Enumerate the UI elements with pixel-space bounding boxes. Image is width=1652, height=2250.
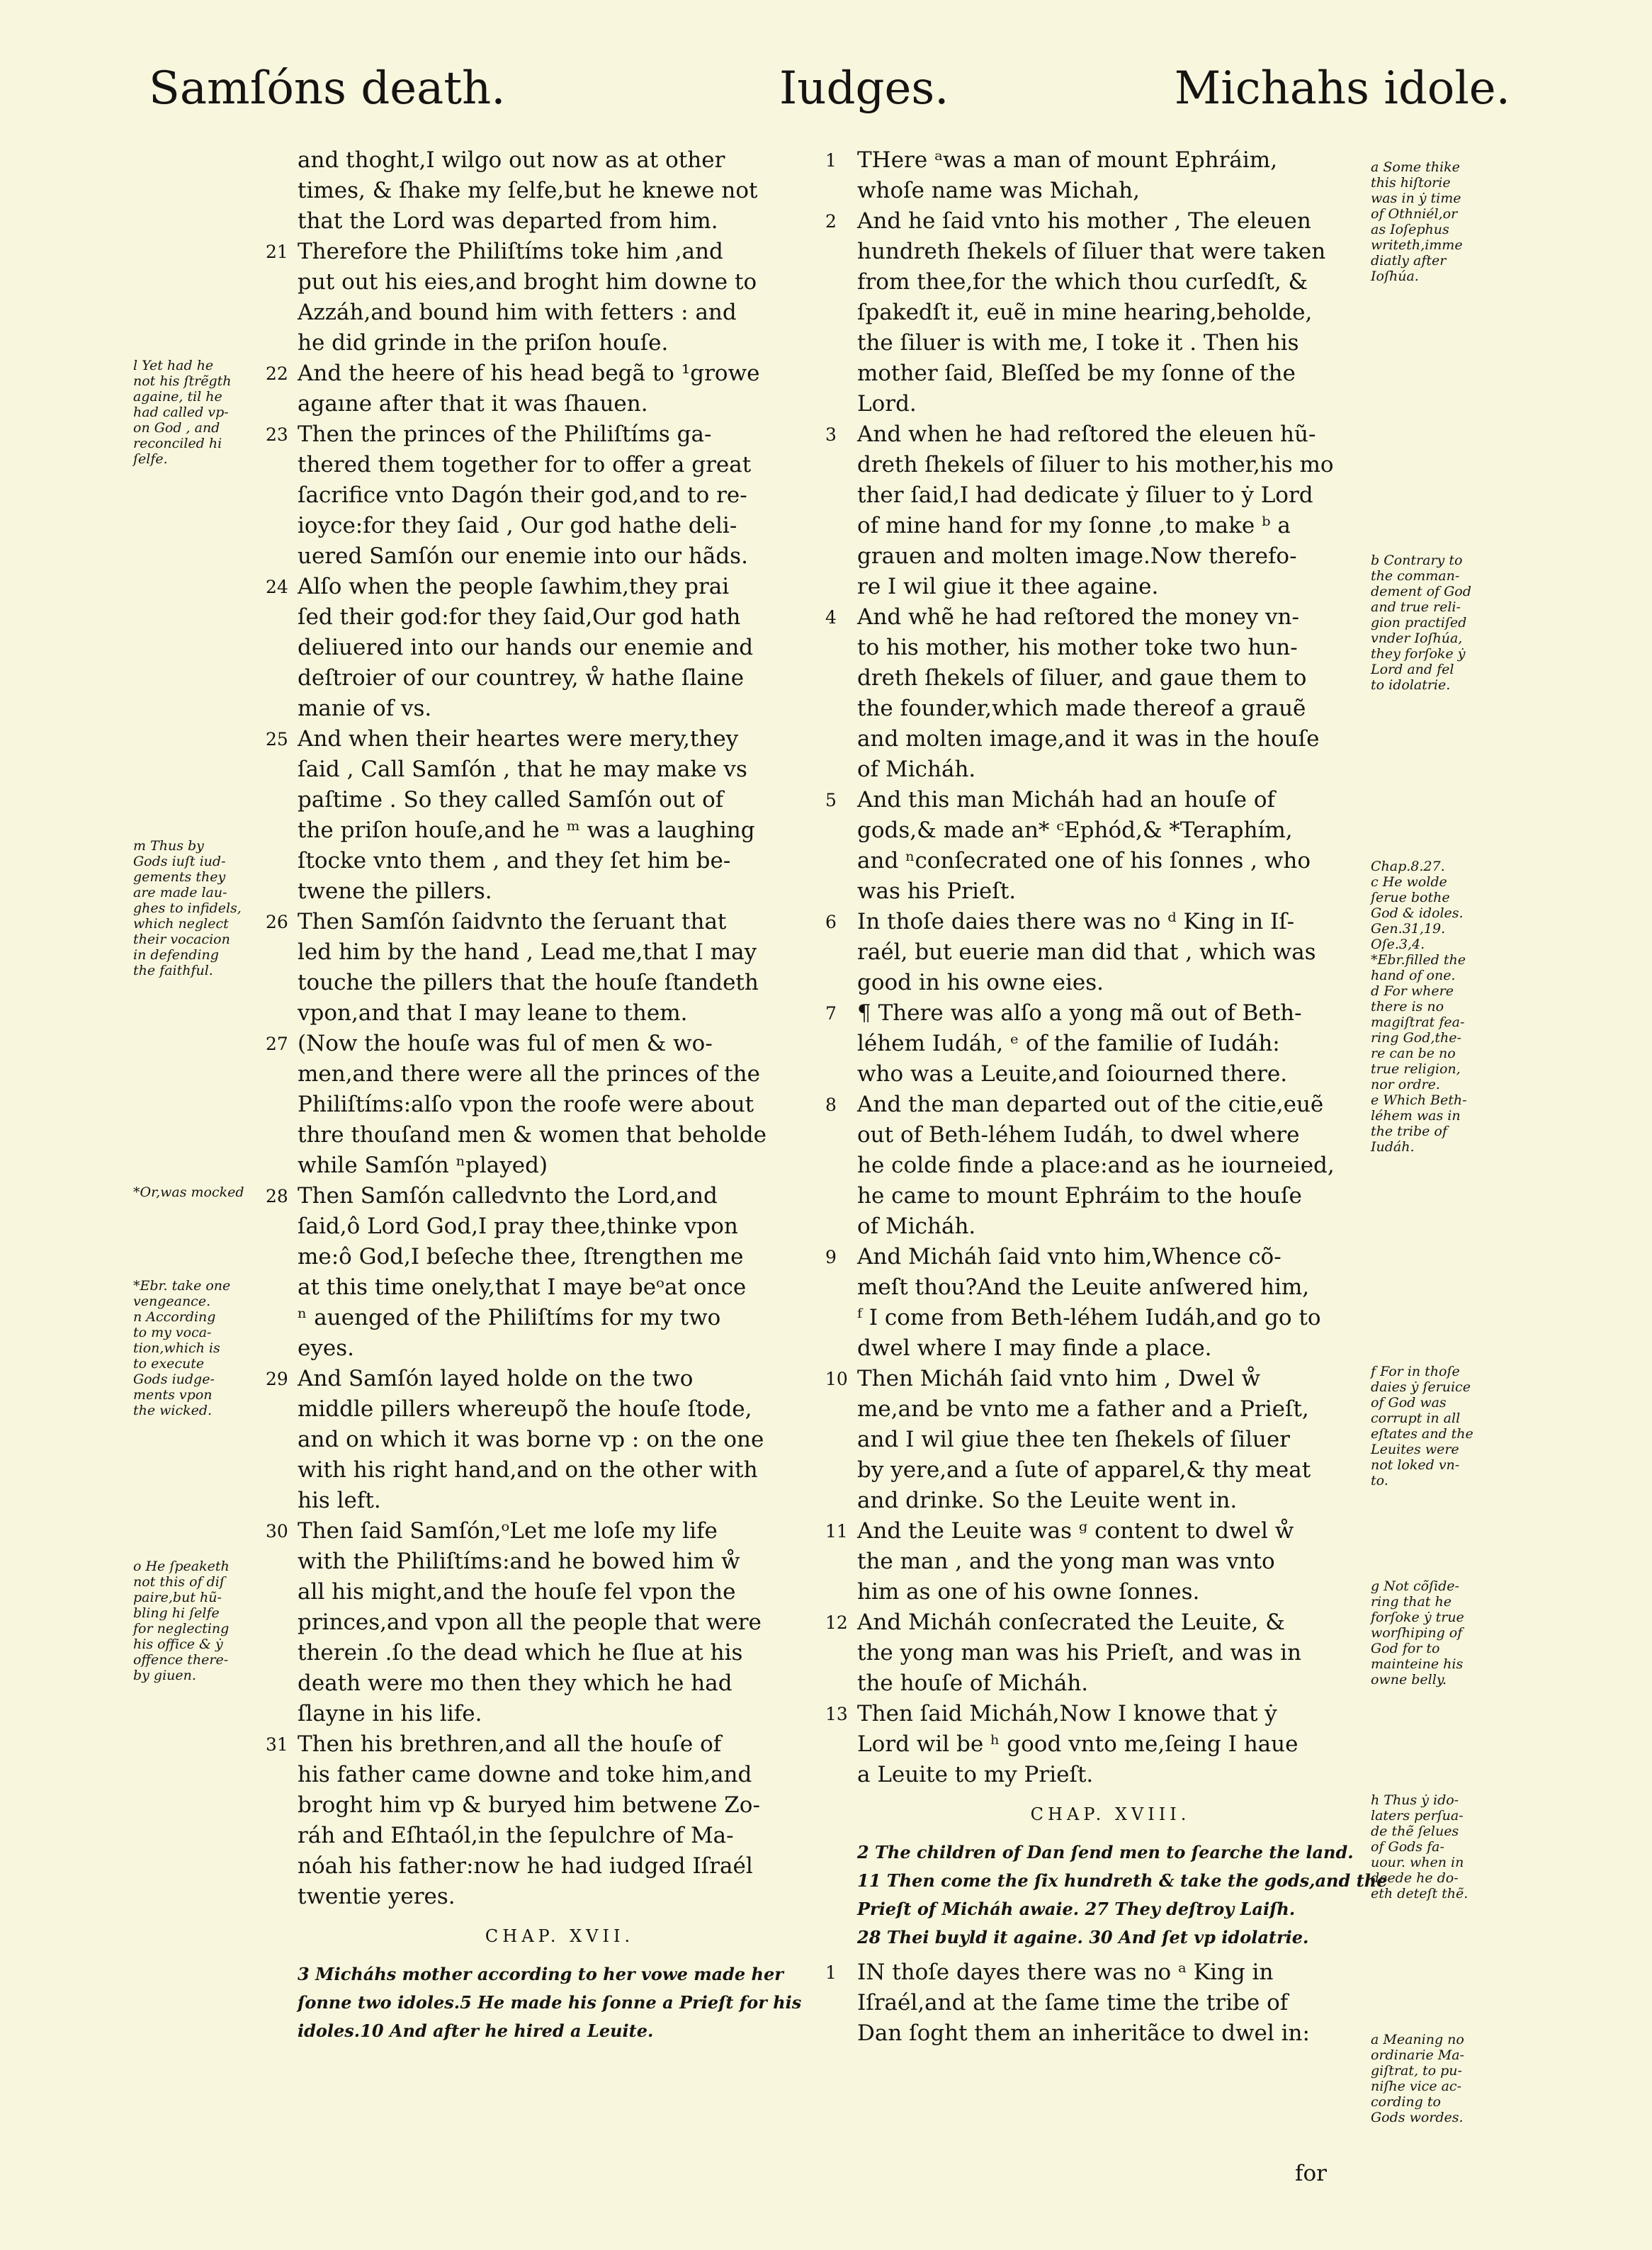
text-line (857, 237, 1364, 267)
text-line (298, 846, 822, 876)
line-text: his left. (298, 1488, 381, 1513)
line-text: by yere,and a ſute of apparel,& thy meat (857, 1457, 1311, 1483)
margin-note-g: g Not cõſide- ring that he forſoke ẏ true worſhiping of God for to mainteine his owne belly. (1371, 1578, 1464, 1688)
line-text: ¶ There was alſo a yong mã out of Beth- (857, 1000, 1302, 1026)
text-line (298, 1242, 822, 1272)
line-text: and molten image,and it was in the houſe (857, 726, 1320, 752)
text-line (298, 1821, 822, 1851)
text-line (857, 1729, 1364, 1760)
verse-number: 28 (266, 1186, 288, 1206)
line-text: he did grinde in the priſon houſe. (298, 330, 669, 356)
line-text: agaıne after that it was ſhauen. (298, 391, 648, 417)
line-text: broght him vp & buryed him betwene Zo- (298, 1792, 760, 1818)
line-text: and thoght,I wilgo out now as at other (298, 147, 725, 173)
text-line (825, 206, 1364, 237)
text-line (825, 1242, 1364, 1272)
line-text: And when he had reſtored the eleuen hũ- (857, 422, 1316, 447)
line-text: Then Samſón calledvnto the Lord,and (298, 1183, 718, 1209)
line-text: And he ſaid vnto his mother , The eleuen (857, 208, 1311, 234)
text-line (857, 541, 1364, 572)
text-line (298, 694, 822, 724)
line-text: Iſraél,and at the ſame time the tribe of (857, 1990, 1289, 2016)
line-text: Then Micháh ſaid vnto him , Dwel ẘ (857, 1366, 1260, 1391)
line-text: raél, but euerie man did that , which was (857, 939, 1316, 965)
verse-number: 7 (825, 1003, 837, 1024)
line-text: nóah his father:now he had iudged Iſraél (298, 1853, 753, 1879)
line-text: And whẽ he had reſtored the money vn- (857, 604, 1299, 630)
line-text: deſtroier of our countrey, ẘ hathe ſlaine (298, 665, 745, 691)
text-line (857, 694, 1364, 724)
verse-number: 25 (266, 729, 288, 750)
line-text: me:ô God,I beſeche thee, ſtrengthen me (298, 1244, 744, 1270)
text-line (857, 358, 1364, 389)
line-text: he colde finde a place:and as he iourneied, (857, 1153, 1335, 1178)
line-text: ſacrifice vnto Dagón their god,and to re- (298, 482, 747, 508)
line-text: And the man departed out of the citie,euẽ (857, 1092, 1324, 1117)
line-text: ther ſaid,I had dedicate ẏ ſiluer to ẏ Lord (857, 482, 1313, 508)
text-line (298, 389, 822, 419)
text-line (298, 1272, 822, 1303)
chapter-17-argument (298, 1960, 822, 2045)
chapter-18-verses (825, 1957, 1364, 2049)
line-text: put out his eies,and broght him downe to (298, 269, 757, 295)
line-text: ⁿ auenged of the Philiſtíms for my two (298, 1305, 721, 1330)
catchword: for (1295, 2161, 1327, 2186)
line-text: twentie yeres. (298, 1884, 456, 1909)
line-text: out of Beth-léhem Iudáh, to dwel where (857, 1122, 1300, 1148)
line-text: eyes. (298, 1335, 354, 1361)
line-text: manie of vs. (298, 696, 432, 721)
line-text: Lord. (857, 391, 917, 417)
text-line (857, 176, 1364, 206)
text-line (857, 1151, 1364, 1181)
line-text: and on which it was borne vp : on the one (298, 1427, 764, 1452)
verse-number: 13 (825, 1704, 848, 1724)
line-text: And when their heartes were mery,they (298, 726, 739, 752)
text-line (298, 145, 822, 176)
line-text: princes,and vpon all the people that were (298, 1610, 762, 1635)
line-text: his father came downe and toke him,and (298, 1762, 752, 1787)
line-text: good in his owne eies. (857, 970, 1104, 995)
line-text: THere ᵃwas a man of mount Ephráim, (857, 147, 1278, 173)
line-text: a Leuite to my Prieſt. (857, 1762, 1094, 1787)
text-line (266, 1364, 822, 1394)
line-text: And this man Micháh had an houſe of (857, 787, 1275, 813)
line-text: mother ſaid, Bleſſed be my ſonne of the (857, 361, 1296, 386)
line-text: Philiſtíms:alſo vpon the roofe were about (298, 1092, 754, 1117)
text-line (266, 1729, 822, 1760)
text-line (298, 1211, 822, 1242)
text-line (857, 663, 1364, 694)
margin-note-i: a Meaning no ordinarie Ma- giſtrat, to pu- niſhe vice ac- cording to Gods wordes. (1371, 2032, 1464, 2125)
text-line (298, 1607, 822, 1638)
line-text: Dan ſoght them an inheritãce to dwel in: (857, 2020, 1310, 2046)
line-text: gods,& made an* ᶜEphód,& *Teraphím, (857, 818, 1293, 843)
text-line (825, 1699, 1364, 1729)
line-text: ráh and Eſhtaól,in the ſepulchre of Ma- (298, 1823, 734, 1848)
text-line (298, 876, 822, 907)
margin-note-n: *Or,was mocked (133, 1185, 244, 1200)
line-text: ſlayne in his life. (298, 1701, 482, 1726)
line-text: times, & ſhake my ſelfe,but he knewe not (298, 178, 758, 203)
line-text: Then ſaid Samſón,ᵒLet me loſe my life (298, 1518, 718, 1544)
verse-number: 23 (266, 424, 288, 445)
text-line (857, 298, 1364, 328)
text-line (298, 754, 822, 785)
line-text: ſpakedſt it, euẽ in mine hearing,beholde, (857, 300, 1313, 325)
text-line (298, 815, 822, 846)
text-line (298, 450, 822, 480)
line-text: therein .ſo the dead which he ſlue at his (298, 1640, 743, 1666)
text-line (857, 724, 1364, 754)
line-text: all his might,and the houſe fel vpon the (298, 1579, 736, 1605)
text-line (825, 1364, 1364, 1394)
line-text: vpon,and that I may leane to them. (298, 1000, 688, 1026)
line-text: the priſon houſe,and he ᵐ was a laughing (298, 818, 755, 843)
line-text: ſaid , Call Samſón , that he may make vs (298, 757, 747, 782)
text-line (298, 1394, 822, 1425)
line-text: the ſiluer is with me, I toke it . Then his (857, 330, 1299, 356)
argument-line: 11 Then come the ſix hundreth & take the gods,and the (857, 1870, 1388, 1891)
text-line (298, 267, 822, 298)
text-line (298, 785, 822, 815)
text-line (298, 298, 822, 328)
verse-number: 1 (825, 1962, 837, 1983)
line-text: thre thouſand men & women that beholde (298, 1122, 767, 1148)
text-line (857, 846, 1364, 876)
running-head-book: Iudges. (779, 62, 949, 115)
text-line (825, 785, 1364, 815)
text-line (857, 572, 1364, 602)
text-line (857, 633, 1364, 663)
text-line (857, 937, 1364, 968)
text-line (266, 1029, 822, 1059)
verse-number: 2 (825, 211, 837, 232)
left-text-column (266, 145, 822, 2045)
line-text: the yong man was his Prieſt, and was in (857, 1640, 1301, 1666)
text-line (266, 1516, 822, 1547)
chapter-17-verses (825, 145, 1364, 1790)
text-line (266, 1181, 822, 1211)
text-line (298, 1547, 822, 1577)
text-line (857, 2018, 1364, 2049)
text-line (298, 480, 822, 511)
line-text: And the Leuite was ᵍ content to dwel ẘ (857, 1518, 1294, 1544)
text-line (825, 145, 1364, 176)
line-text: to his mother, his mother toke two hun- (857, 635, 1298, 660)
verse-number: 30 (266, 1521, 288, 1542)
text-line (857, 1638, 1364, 1668)
text-line (298, 633, 822, 663)
verse-number: 8 (825, 1095, 837, 1115)
text-line (825, 419, 1364, 450)
verse-number: 9 (825, 1247, 837, 1267)
chapter-18-argument (857, 1838, 1388, 1952)
text-line (298, 663, 822, 694)
line-text: And the heere of his head begã to ¹growe (298, 361, 760, 386)
verse-number: 24 (266, 577, 288, 597)
line-text: ſed their god:for they ſaid,Our god hath (298, 604, 741, 630)
argument-line: 3 Micháhs mother according to her vowe made her (298, 1964, 783, 1984)
line-text: dreth ſhekels of ſiluer, and gaue them to (857, 665, 1307, 691)
text-line (266, 358, 822, 389)
text-line (298, 1486, 822, 1516)
line-text: léhem Iudáh, ᵉ of the familie of Iudáh: (857, 1031, 1280, 1056)
verse-number: 29 (266, 1369, 288, 1389)
text-line (857, 1303, 1364, 1333)
text-line (298, 1120, 822, 1151)
line-text: at this time onely,that I maye beᵒat once (298, 1274, 747, 1300)
text-line (298, 1059, 822, 1090)
line-text: who was a Leuite,and ſoiourned there. (857, 1061, 1288, 1087)
line-text: whoſe name was Michah, (857, 178, 1140, 203)
line-text: Then his brethren,and all the houſe of (298, 1731, 722, 1757)
line-text: him as one of his owne ſonnes. (857, 1579, 1200, 1605)
line-text: of mine hand for my ſonne ,to make ᵇ a (857, 513, 1291, 538)
line-text: re I wil giue it thee againe. (857, 574, 1159, 599)
right-text-column (825, 145, 1388, 2049)
text-line (857, 450, 1364, 480)
text-line (825, 1957, 1364, 1988)
text-line (298, 1333, 822, 1364)
verse-number: 26 (266, 912, 288, 932)
line-text: paſtime . So they called Samſón out of (298, 787, 724, 813)
verse-number: 10 (825, 1369, 848, 1389)
text-line (857, 1760, 1364, 1790)
line-text: In thoſe daies there was no ᵈ King in Iſ- (857, 909, 1295, 934)
text-line (857, 1333, 1364, 1364)
verse-number: 4 (825, 607, 837, 628)
text-line (266, 419, 822, 450)
text-line (298, 328, 822, 358)
text-line (857, 480, 1364, 511)
line-text: Lord wil be ʰ good vnto me,ſeing I haue (857, 1731, 1299, 1757)
verse-number: 5 (825, 790, 837, 810)
line-text: grauen and molten image.Now therefo- (857, 543, 1297, 569)
line-text: Then the princes of the Philiſtíms ga- (298, 422, 712, 447)
text-line (298, 541, 822, 572)
text-line (857, 1029, 1364, 1059)
text-line (857, 876, 1364, 907)
text-line (857, 1577, 1364, 1607)
line-text: meſt thou?And the Leuite anſwered him, (857, 1274, 1310, 1300)
text-line (857, 754, 1364, 785)
verse-number: 22 (266, 363, 288, 384)
line-text: with his right hand,and on the other with (298, 1457, 758, 1483)
verse-number: 6 (825, 912, 837, 932)
verse-number: 1 (825, 150, 837, 171)
text-line (857, 328, 1364, 358)
line-text: of Micháh. (857, 1214, 976, 1239)
text-line (298, 1668, 822, 1699)
chapter-16-verses (266, 145, 822, 1912)
line-text: was his Prieſt. (857, 878, 1017, 904)
text-line (857, 1181, 1364, 1211)
text-line (298, 1760, 822, 1790)
text-line (857, 1486, 1364, 1516)
text-line (857, 815, 1364, 846)
text-line (857, 1547, 1364, 1577)
verse-number: 12 (825, 1612, 848, 1633)
text-line (825, 1607, 1364, 1638)
line-text: from thee,for the which thou curſedſt, & (857, 269, 1308, 295)
text-line (857, 1455, 1364, 1486)
text-line (298, 1851, 822, 1882)
line-text: dreth ſhekels of ſiluer to his mother,his mo (857, 452, 1334, 477)
line-text: touche the pillers that the houſe ſtandeth (298, 970, 759, 995)
argument-line: 28 Thei buyld it againe. 30 And ſet vp idolatrie. (857, 1927, 1309, 1947)
line-text: Alſo when the people ſawhim,they prai (298, 574, 730, 599)
line-text: And Micháh conſecrated the Leuite, & (857, 1610, 1285, 1635)
text-line (825, 1516, 1364, 1547)
text-line (298, 1638, 822, 1668)
text-line (298, 1425, 822, 1455)
argument-line: Prieſt of Micháh awaie. 27 They deſtroy Laiſh. (857, 1899, 1296, 1919)
line-text: uered Samſón our enemie into our hãds. (298, 543, 748, 569)
text-line (298, 1577, 822, 1607)
margin-note-c: Chap.8.27. c He wolde ſerue bothe God & idoles. Gen.31,19. Oſe.3,4. *Ebr.filled the hand of one. d For where there is no magiſtrat fea- ring God,the- re can be no true religion, nor ordre. e Which Beth- léhem was in the tribe of Iudáh. (1371, 859, 1467, 1155)
line-text: Azzáh,and bound him with fetters : and (298, 300, 737, 325)
line-text: death were mo then they which he had (298, 1670, 732, 1696)
margin-note-p: o He ſpeaketh not this of diſ paire,but hũ- bling hi ſelfe for neglecting his office & ẏ offence there- by giuen. (133, 1559, 230, 1683)
line-text: while Samſón ⁿplayed) (298, 1153, 548, 1178)
running-head-right: Michahs idole. (1174, 62, 1510, 115)
line-text: men,and there were all the princes of the (298, 1061, 760, 1087)
margin-note-a: a Some thike this hiſtorie was in ẏ time of Othniél,or as Ioſephus writeth,imme diatly after Ioſhúa. (1371, 159, 1463, 284)
line-text: ſaid,ô Lord God,I pray thee,thinke vpon (298, 1214, 738, 1239)
verse-number: 31 (266, 1734, 288, 1755)
line-text: the founder,which made thereof a grauẽ (857, 696, 1306, 721)
line-text: ſtocke vnto them , and they ſet him be- (298, 848, 731, 874)
line-text: Then ſaid Micháh,Now I knowe that ẏ (857, 1701, 1277, 1726)
text-line (298, 1699, 822, 1729)
text-line (298, 1455, 822, 1486)
text-line (298, 206, 822, 237)
text-line (298, 602, 822, 633)
text-line (298, 176, 822, 206)
text-line (857, 1120, 1364, 1151)
line-text: me,and be vnto me a father and a Prieſt, (857, 1396, 1309, 1422)
text-line (857, 968, 1364, 998)
text-line (825, 602, 1364, 633)
text-line (298, 1151, 822, 1181)
text-line (266, 237, 822, 267)
line-text: the houſe of Micháh. (857, 1670, 1089, 1696)
line-text: and I wil giue thee ten ſhekels of ſiluer (857, 1427, 1290, 1452)
line-text: dwel where I may finde a place. (857, 1335, 1212, 1361)
line-text: hundreth ſhekels of ſiluer that were taken (857, 239, 1326, 264)
text-line (266, 907, 822, 937)
line-text: thered them together for to offer a great (298, 452, 752, 477)
text-line (266, 724, 822, 754)
line-text: deliuered into our hands our enemie and (298, 635, 754, 660)
text-line (298, 937, 822, 968)
text-line (857, 1425, 1364, 1455)
text-line (298, 1882, 822, 1912)
line-text: IN thoſe dayes there was no ᵃ King in (857, 1960, 1274, 1985)
line-text: (Now the houſe was ful of men & wo- (298, 1031, 713, 1056)
text-line (298, 1090, 822, 1120)
text-line (857, 511, 1364, 541)
verse-number: 27 (266, 1034, 288, 1054)
text-line (857, 1272, 1364, 1303)
text-line (857, 1988, 1364, 2018)
text-line (857, 389, 1364, 419)
line-text: that the Lord was departed from him. (298, 208, 718, 234)
chapter-heading-17: CHAP. XVII. (485, 1926, 635, 1946)
line-text: of Micháh. (857, 757, 976, 782)
text-line (298, 1303, 822, 1333)
text-line (298, 1790, 822, 1821)
text-line (825, 907, 1364, 937)
argument-line: idoles.10 And after he hired a Leuite. (298, 2020, 654, 2041)
text-line (857, 1059, 1364, 1090)
line-text: ioyce:for they ſaid , Our god hathe deli- (298, 513, 737, 538)
margin-note-f: f For in thoſe daies ẏ ſeruice of God was corrupt in all eſtates and the Leuites were not loked vn- to. (1371, 1364, 1473, 1488)
line-text: middle pillers whereupõ the houſe ſtode, (298, 1396, 752, 1422)
text-line (857, 1394, 1364, 1425)
margin-note-h: h Thus ẏ ido- laters perſua- de thẽ ſelues of Gods fa- uour. when in deede he do- eth deteſt thẽ. (1371, 1792, 1469, 1901)
margin-note-b: b Contrary to the comman- dement of God and true reli- gion practiſed vnder Ioſhúa, they forſoke ẏ Lord and fel to idolatrie. (1371, 553, 1471, 693)
text-line (298, 968, 822, 998)
verse-number: 3 (825, 424, 837, 445)
line-text: ᶠ I come from Beth-léhem Iudáh,and go to (857, 1305, 1321, 1330)
margin-note-l: l Yet had he not his ſtrẽgth againe, til he had called vp- on God , and reconciled hi ſelfe. (133, 358, 232, 467)
text-line (298, 511, 822, 541)
line-text: he came to mount Ephráim to the houſe (857, 1183, 1302, 1209)
text-line (857, 267, 1364, 298)
argument-line: ſonne two idoles.5 He made his ſonne a Prieſt for his (298, 1992, 802, 2013)
argument-line: 2 The children of Dan ſend men to ſearche the land. (857, 1842, 1354, 1862)
verse-number: 21 (266, 242, 288, 262)
text-line (266, 572, 822, 602)
running-head-left: Samſóns death. (149, 62, 506, 115)
line-text: and ⁿconſecrated one of his ſonnes , who (857, 848, 1311, 874)
line-text: And Micháh ſaid vnto him,Whence cõ- (857, 1244, 1282, 1270)
text-line (298, 998, 822, 1029)
margin-note-o: *Ebr. take one vengeance. n According to my voca- tion,which is to execute Gods iudge- ments vpon the wicked. (133, 1278, 231, 1418)
line-text: led him by the hand , Lead me,that I may (298, 939, 757, 965)
line-text: twene the pillers. (298, 878, 492, 904)
chapter-heading-18: CHAP. XVIII. (1030, 1804, 1191, 1824)
text-line (825, 1090, 1364, 1120)
verse-number: 11 (825, 1521, 848, 1542)
line-text: Then Samſón ſaidvnto the ſeruant that (298, 909, 727, 934)
line-text: and drinke. So the Leuite went in. (857, 1488, 1238, 1513)
line-text: the man , and the yong man was vnto (857, 1549, 1275, 1574)
line-text: Therefore the Philiſtíms toke him ,and (298, 239, 723, 264)
margin-note-m: m Thus by Gods iuſt iud- gements they are made lau- ghes to infidels, which neglect their vocacion in defending the faithful. (133, 838, 242, 978)
line-text: with the Philiſtíms:and he bowed him ẘ (298, 1549, 740, 1574)
text-line (857, 1211, 1364, 1242)
text-line (825, 998, 1364, 1029)
text-line (857, 1668, 1364, 1699)
line-text: And Samſón layed holde on the two (298, 1366, 694, 1391)
